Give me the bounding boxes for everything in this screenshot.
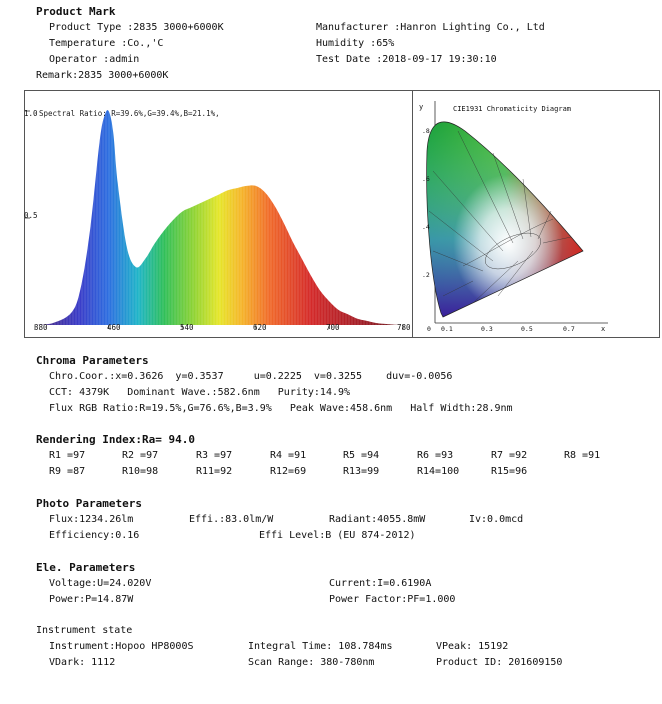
instrument-scan-range: Scan Range: 380-780nm [248,657,375,668]
ri-r10: R10=98 [122,466,159,477]
instrument-name: Instrument:Hopoo HP8000S [49,641,194,652]
cie-x-tick: 0 [427,325,431,333]
cie-x-tick: 0.1 [441,325,453,333]
x-tick-460: 460 [107,323,121,332]
instrument-title: Instrument state [36,625,133,636]
cie-x-tick: 0.7 [563,325,575,333]
cie-title: CIE1931 Chromaticity Diagram [453,105,572,113]
spectrum-chart [24,90,414,338]
cie-diagram [412,90,660,338]
y-tick-1: 1.0 [24,109,38,118]
cie-y-tick: .4 [422,223,430,231]
ri-r2: R2 =97 [122,450,159,461]
rendering-title: Rendering Index:Ra= 94.0 [36,433,195,446]
ri-r9: R9 =87 [49,466,86,477]
ele-current: Current:I=0.6190A [329,578,432,589]
photo-effi-level: Effi Level:B (EU 874-2012) [259,530,416,541]
ele-power: Power:P=14.87W [49,594,134,605]
ele-title: Ele. Parameters [36,561,136,574]
ri-r13: R13=99 [343,466,380,477]
y-tick-05: 0.5 [24,211,38,220]
cie-y-label: y [419,103,424,111]
x-tick-620: 620 [253,323,267,332]
ri-r12: R12=69 [270,466,307,477]
temperature: Temperature :Co.,'C [49,38,164,49]
ri-r7: R7 =92 [491,450,528,461]
ri-r11: R11=92 [196,466,233,477]
photo-title: Photo Parameters [36,497,142,510]
photo-radiant: Radiant:4055.8mW [329,514,426,525]
instrument-vpeak: VPeak: 15192 [436,641,509,652]
photo-effi: Effi.:83.0lm/W [189,514,274,525]
chroma-title: Chroma Parameters [36,354,149,367]
spectral-ratio-text: Spectral Ratio: R=39.6%,G=39.4%,B=21.1%, [39,109,220,118]
chroma-flux-rgb: Flux RGB Ratio:R=19.5%,G=76.6%,B=3.9% Peak Wave:458.6nm Half Width:28.9nm [49,403,513,414]
humidity: Humidity :65% [316,38,395,49]
cie-svg [413,91,659,337]
cie-x-tick: 0.3 [481,325,493,333]
cie-x-tick: 0.5 [521,325,533,333]
instrument-vdark: VDark: 1112 [49,657,116,668]
x-tick-380: 380 [34,323,48,332]
ri-r4: R4 =91 [270,450,307,461]
cie-y-tick: .8 [422,127,430,135]
ri-r5: R5 =94 [343,450,380,461]
x-tick-540: 540 [180,323,194,332]
ri-r15: R15=96 [491,466,528,477]
chroma-coords: Chro.Coor.:x=0.3626 y=0.3537 u=0.2225 v=0.3255 duv=-0.0056 [49,371,453,382]
operator: Operator :admin [49,54,140,65]
photo-iv: Iv:0.0mcd [469,514,524,525]
spectrum-svg [25,91,413,337]
remark: Remark:2835 3000+6000K [36,70,169,81]
cie-x-label: x [601,325,606,333]
cie-y-tick: .6 [422,175,430,183]
instrument-integral-time: Integral Time: 108.784ms [248,641,393,652]
test-date: Test Date :2018-09-17 19:30:10 [316,54,497,65]
spectrum-area [35,110,403,325]
x-tick-780: 780 [397,323,411,332]
ele-voltage: Voltage:U=24.020V [49,578,152,589]
ri-r3: R3 =97 [196,450,233,461]
ri-r1: R1 =97 [49,450,86,461]
manufacturer: Manufacturer :Hanron Lighting Co., Ltd [316,22,545,33]
photo-flux: Flux:1234.26lm [49,514,134,525]
cie-y-tick: .2 [422,271,430,279]
ri-r8: R8 =91 [564,450,601,461]
product-mark-title: Product Mark [36,5,116,18]
instrument-product-id: Product ID: 201609150 [436,657,563,668]
product-type: Product Type :2835 3000+6000K [49,22,224,33]
ri-r6: R6 =93 [417,450,454,461]
photo-efficiency: Efficiency:0.16 [49,530,140,541]
x-tick-700: 700 [326,323,340,332]
ele-power-factor: Power Factor:PF=1.000 [329,594,456,605]
ri-r14: R14=100 [417,466,460,477]
chroma-cct: CCT: 4379K Dominant Wave.:582.6nm Purity:14.9% [49,387,351,398]
